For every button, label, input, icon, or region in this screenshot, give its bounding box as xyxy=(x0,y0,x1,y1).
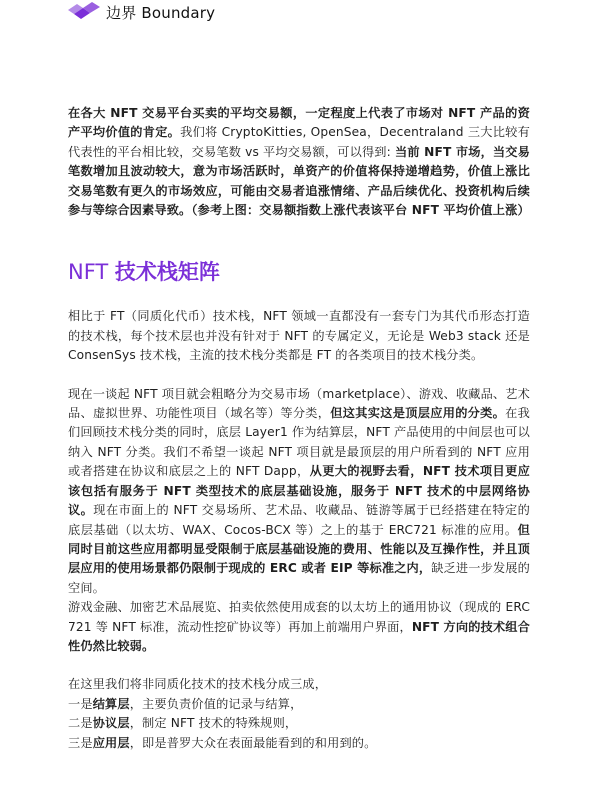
site-header xyxy=(68,0,215,24)
bold-text-segment: NFT 方向的技术组合性仍然比较弱。 xyxy=(68,619,530,653)
text-segment: 缺乏进一步发展的空间。 xyxy=(68,561,530,595)
layer-line: 三是应用层，即是普罗大众在表面最能看到的和用到的。 xyxy=(68,735,377,750)
text-segment: 相比于 FT（同质化代币）技术栈，NFT 领域一直都没有一套专门为其代币形态打造的技术栈，每个技术层也并没有针对于 NFT 的专属定义，无论是 Web3 stack 还是 ConsenSys 技术栈，主流的技术栈分类都是 FT 的各类项目的技术栈分类。 xyxy=(68,309,530,363)
bold-text-segment: 在各大 NFT 交易平台买卖的平均交易额，一定程度上代表了市场对 NFT 产品的资产平均价值的肯定。 xyxy=(68,106,530,140)
text-segment: 游戏金融、加密艺术品展览、拍卖依然使用成套的以太坊上的通用协议（现成的 ERC721 等 NFT 标准，流动性挖矿协议等）再加上前端用户界面， xyxy=(68,600,530,634)
brand-name: 边界 Boundary xyxy=(106,3,216,22)
paragraph-composability xyxy=(68,598,530,656)
paragraph-market-value xyxy=(68,104,530,220)
layer-line: 二是协议层，制定 NFT 技术的特殊规则， xyxy=(68,716,298,731)
bold-text-segment: 当前 NFT 市场，当交易笔数增加且波动较大，意为市场活跃时，单资产的价值将保持递增趋势，价值上涨比交易笔数有更久的市场效应，可能由交易者追涨情绪、产品后续优化、投资机构后续参与等综合因素导致。（参考上图：交易额指数上涨代表该平台 NFT 平均价值上涨） xyxy=(68,144,530,218)
article-body xyxy=(68,104,530,753)
layer-line: 一是结算层，主要负责价值的记录与结算， xyxy=(68,696,303,711)
boundary-logo-icon[interactable] xyxy=(68,2,100,22)
bold-text-segment: 但同时目前这些应用都明显受限制于底层基础设施的费用、性能以及互操作性，并且顶层应用的使用场景都仍限制于现成的 ERC 或者 EIP 等标准之内， xyxy=(68,522,530,576)
text-segment: 我们将 CryptoKitties, OpenSea，Decentraland 三大比较有代表性的平台相比较，交易笔数 vs 平均交易额，可以得到: xyxy=(68,125,530,159)
bold-text-segment: 从更大的视野去看，NFT 技术项目更应该包括有服务于 NFT 类型技术的底层基础设施，服务于 NFT 技术的中层网络协议。 xyxy=(68,464,530,518)
paragraph-nft-categories xyxy=(68,385,530,598)
text-segment: 现在市面上的 NFT 交易场所、艺术品、收藏品、链游等属于已经搭建在特定的底层基础（以太坊、WAX、Cocos-BCX 等）之上的基于 ERC721 标准的应用。 xyxy=(68,503,530,537)
paragraph-tech-stack-intro xyxy=(68,307,530,365)
text-segment: 现在一谈起 NFT 项目就会粗略分为交易市场（marketplace）、游戏、收藏品、艺术品、虚拟世界、功能性项目（域名等）等分类， xyxy=(68,386,530,421)
text-segment: 在我们回顾技术栈分类的同时，底层 Layer1 作为结算层，NFT 产品使用的中间层也可以纳入 NFT 分类。我们不希望一谈起 NFT 项目就是最顶层的用户所看到的 NFT 应用或者搭建在协议和底层之上的 NFT Dapp， xyxy=(68,406,530,479)
paragraph-three-layers: 在这里我们将非同质化技术的技术栈分成三成， 一是结算层，主要负责价值的记录与结算， 二是协议层，制定 NFT 技术的特殊规则， 三是应用层，即是普罗大众在表面最能看到的和用到的。 xyxy=(68,677,377,750)
bold-text-segment: 但这其实这是顶层应用的分类。 xyxy=(330,406,506,421)
section-heading: NFT 技术栈矩阵 xyxy=(68,260,220,285)
